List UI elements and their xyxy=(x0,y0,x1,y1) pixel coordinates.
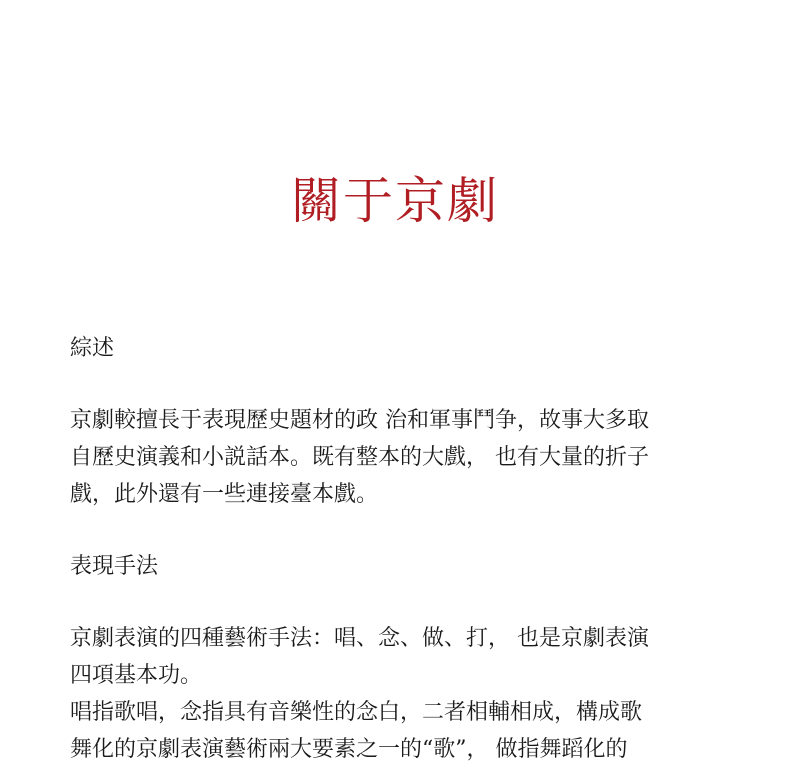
paragraph-line: 京劇表演的四種藝術手法：唱、念、做、打， 也是京劇表演 xyxy=(70,626,649,651)
paragraph-line: 四項基本功。 xyxy=(70,663,203,688)
paragraph-line: 自歷史演義和小説話本。既有整本的大戲， 也有大量的折子 xyxy=(70,445,649,470)
overview-paragraph xyxy=(70,402,730,513)
techniques-paragraph xyxy=(70,620,730,768)
section-heading-overview: 綜述 xyxy=(70,336,115,361)
paragraph-line: 舞化的京劇表演藝術兩大要素之一的“歌”， 做指舞蹈化的 xyxy=(70,737,628,762)
section-heading-techniques: 表現手法 xyxy=(70,554,159,579)
article-body xyxy=(70,330,730,768)
page-title: 關于京劇 xyxy=(291,172,499,230)
paragraph-line: 戲，此外還有一些連接臺本戲。 xyxy=(70,482,379,507)
paragraph-line: 京劇較擅長于表現歷史題材的政 治和軍事鬥争，故事大多取 xyxy=(70,408,649,433)
paragraph-line: 唱指歌唱，念指具有音樂性的念白，二者相輔相成，構成歌 xyxy=(70,700,643,725)
